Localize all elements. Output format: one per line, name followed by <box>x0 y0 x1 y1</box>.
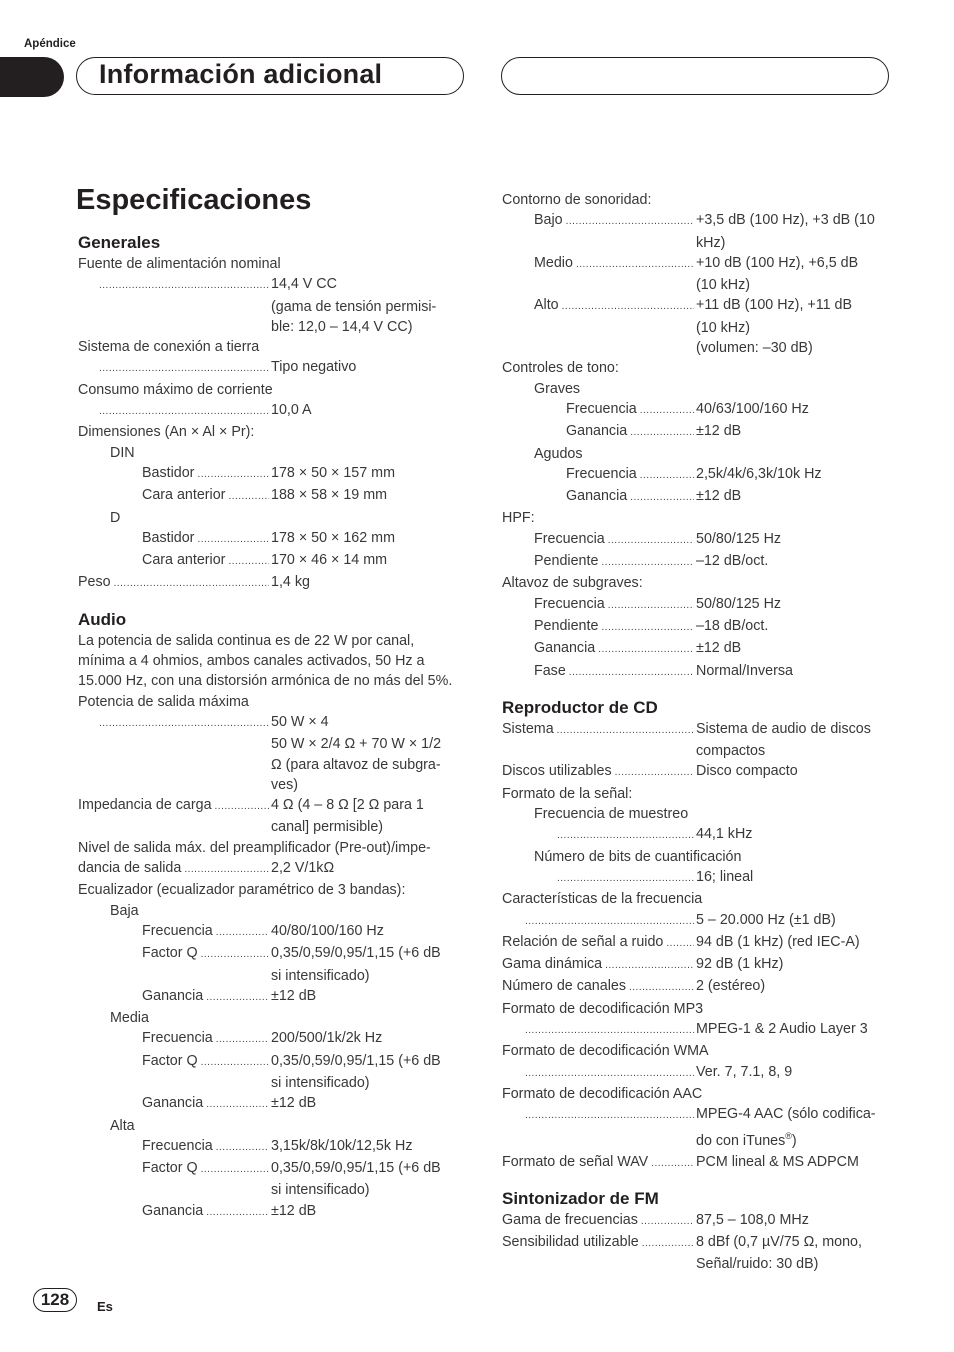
spec-row: Relación de señal a ruido ..... 94 dB (1 kHz) (red IEC-A) <box>502 932 890 954</box>
spec-sublabel: Graves <box>534 380 581 397</box>
spec-row: Factor Q ..... 0,35/0,59/0,95/1,15 (+6 dB <box>78 1051 463 1073</box>
spec-row: Ganancia ..... ±12 dB <box>78 986 463 1008</box>
spec-value: 50 W × 2/4 Ω + 70 W × 1/2 <box>271 736 442 753</box>
empty-header-frame <box>501 57 889 95</box>
spec-sublabel: Media <box>110 1010 149 1027</box>
spec-sublabel: Número de bits de cuantificación <box>534 848 742 865</box>
spec-value: 2,2 V/1kΩ <box>271 860 335 877</box>
spec-value: canal] permisible) <box>271 819 384 836</box>
spec-label: Consumo máximo de corriente <box>78 381 273 398</box>
spec-row: ..... 5 – 20.000 Hz (±1 dB) <box>502 910 890 932</box>
spec-row: Pendiente ..... –18 dB/oct. <box>502 616 890 638</box>
spec-value: ves) <box>271 776 299 793</box>
spec-row: Frecuencia ..... 2,5k/4k/6,3k/10k Hz <box>502 464 890 486</box>
breadcrumb: Apéndice <box>24 38 76 50</box>
spec-row: Factor Q ..... 0,35/0,59/0,95/1,15 (+6 dB <box>78 943 463 965</box>
spec-value: Ω (para altavoz de subgra- <box>271 756 441 773</box>
spec-sublabel: Agudos <box>534 445 583 462</box>
spec-row: Bastidor ..... 178 × 50 × 157 mm <box>78 463 463 485</box>
spec-row: Ganancia ..... ±12 dB <box>502 638 890 660</box>
spec-value: 10,0 A <box>271 402 312 419</box>
page-number: 128 <box>33 1288 77 1312</box>
spec-label: Sistema de conexión a tierra <box>78 339 260 356</box>
spec-label: Altavoz de subgraves: <box>502 575 643 592</box>
spec-row: Impedancia de carga ..... 4 Ω (4 – 8 Ω [2 Ω para 1 <box>78 795 463 817</box>
spec-row: Frecuencia ..... 40/80/100/160 Hz <box>78 921 463 943</box>
spec-row: Alto ..... +11 dB (100 Hz), +11 dB <box>502 295 890 317</box>
spec-label: Contorno de sonoridad: <box>502 192 652 208</box>
spec-label: Nivel de salida máx. del preamplificador (Pre-out)/impe- <box>78 839 431 856</box>
spec-label: Formato de decodificación WMA <box>502 1043 709 1060</box>
spec-row: Gama dinámica ..... 92 dB (1 kHz) <box>502 954 890 976</box>
right-column: Contorno de sonoridad: Bajo ..... +3,5 dB (100 Hz), +3 dB (10 kHz) Medio ..... +10 dB (100 Hz), +6,5 dB (10 kHz) Alto ..... +11 dB (100 Hz), +11 dB (10 kHz) (volumen: –30 dB) Controles de tono: Graves Frecuencia ..... 40/63/100/160 Hz Ganancia ..... ±12 dB Agudos Frecuencia ..... 2,5k/4k/6,3k/10k Hz Ganancia ..... ±12 dB HPF: Frecuencia ..... 50/80/125 Hz Pendiente ..... –12 dB/oct. Altavoz de subgraves: Frecuencia ..... 50/80/125 Hz Pendiente ..... –18 dB/oct. Ganancia ..... ±12 dB Fase ..... Normal/Inversa Reproductor de CD Sistema ..... Sistema de audio de discos compactos Discos utilizables ..... Disco compacto Formato de la señal: Frecuencia de muestreo ..... 44,1 kHz Número de bits de cuantificación ..... 16; lineal Características de la frecuencia ..... 5 – 20.000 Hz (±1 dB) Relación de señal a ruido ..... 94 dB (1 kHz) (red IEC-A) Gama dinámica ..... 92 dB (1 kHz) Número de canales ..... 2 (estéreo) Formato de decodificación MP3 ..... MPEG-1 & 2 Audio Layer 3 Formato de decodificación WMA ..... Ver. 7, 7.1, 8, 9 Formato de decodificación AAC ..... MPEG-4 AAC (sólo codifica- do con iTunes®) Formato de señal WAV ..... PCM lineal & MS ADPCM Sintonizador de FM Gama de frecuencias ..... 87,5 – 108,0 MHz Sensibilidad utilizable ..... 8 dBf (0,7 µV/75 Ω, mono, Señal/ruido: 30 dB) <box>502 190 890 1275</box>
section-tab-marker <box>0 57 64 97</box>
spec-row: ..... Ver. 7, 7.1, 8, 9 <box>502 1062 890 1084</box>
spec-value: 178 × 50 × 157 mm <box>271 464 395 481</box>
spec-value: (gama de tensión permisi- <box>271 298 437 315</box>
spec-row: Frecuencia ..... 50/80/125 Hz <box>502 529 890 551</box>
spec-row: Frecuencia ..... 3,15k/8k/10k/12,5k Hz <box>78 1136 463 1158</box>
spec-sublabel: D <box>110 509 121 526</box>
spec-row: Ganancia ..... ±12 dB <box>78 1201 463 1223</box>
spec-row: Sensibilidad utilizable ..... 8 dBf (0,7 µV/75 Ω, mono, <box>502 1232 890 1254</box>
spec-row: Formato de señal WAV ..... PCM lineal & MS ADPCM <box>502 1152 890 1174</box>
spec-row: Fase ..... Normal/Inversa <box>502 661 890 683</box>
spec-row: Frecuencia ..... 50/80/125 Hz <box>502 594 890 616</box>
spec-value: 178 × 50 × 162 mm <box>271 529 395 546</box>
audio-intro: La potencia de salida continua es de 22 W por canal, mínima a 4 ohmios, ambos canales activados, 50 Hz a 15.000 Hz, con una distorsión armónica de no más del 5%. <box>78 632 453 690</box>
spec-row <box>78 712 463 734</box>
spec-row <box>78 357 463 379</box>
spec-row: Sistema ..... Sistema de audio de discos <box>502 719 890 741</box>
spec-sublabel: Frecuencia de muestreo <box>534 806 689 823</box>
spec-label: Controles de tono: <box>502 360 619 377</box>
spec-row: Factor Q ..... 0,35/0,59/0,95/1,15 (+6 dB <box>78 1158 463 1180</box>
spec-row: Discos utilizables ..... Disco compacto <box>502 761 890 783</box>
spec-row: Frecuencia ..... 200/500/1k/2k Hz <box>78 1028 463 1050</box>
spec-value: 14,4 V CC <box>271 276 337 293</box>
language-code: Es <box>97 1299 113 1314</box>
spec-row: Medio ..... +10 dB (100 Hz), +6,5 dB <box>502 253 890 275</box>
spec-sublabel: DIN <box>110 444 135 461</box>
audio-heading: Audio <box>78 609 127 629</box>
spec-row: ..... MPEG-1 & 2 Audio Layer 3 <box>502 1019 890 1041</box>
spec-row: Pendiente ..... –12 dB/oct. <box>502 551 890 573</box>
spec-value: 50 W × 4 <box>271 713 329 730</box>
spec-value: 170 × 46 × 14 mm <box>271 552 388 569</box>
spec-value: Tipo negativo <box>271 359 357 376</box>
spec-label: Formato de decodificación MP3 <box>502 1000 704 1017</box>
spec-value: ble: 12,0 – 14,4 V CC) <box>271 318 413 335</box>
spec-sublabel: Baja <box>110 902 139 919</box>
section-title: Información adicional <box>99 59 383 89</box>
spec-row: Bajo ..... +3,5 dB (100 Hz), +3 dB (10 <box>502 210 890 232</box>
left-column: Generales Fuente de alimentación nominal ..... 14,4 V CC (gama de tensión permisi- ble: 12,0 – 14,4 V CC) Sistema de conexión a tierra ..... Tipo negativo Consumo máximo de corriente ..... 10,0 A Dimensiones (An × Al × Pr): DIN Bastidor ..... 178 × 50 × 157 mm Cara anterior ..... 188 × 58 × 19 mm D Bastidor ..... 178 × 50 × 162 mm Cara anterior ..... 170 × 46 × 14 mm Peso ..... 1,4 kg Audio La potencia de salida continua es de 22 W por canal, mínima a 4 ohmios, ambos canales activados, 50 Hz a 15.000 Hz, con una distorsión armónica de no más del 5%. Potencia de salida máxima ..... 50 W × 4 50 W × 2/4 Ω + 70 W × 1/2 Ω (para altavoz de subgra- ves) Impedancia de carga ..... 4 Ω (4 – 8 Ω [2 Ω para 1 canal] permisible) Nivel de salida máx. del preamplificador (Pre-out)/impe- dancia de salida ..... 2,2 V/1kΩ Ecualizador (ecualizador paramétrico de 3 bandas): Baja Frecuencia ..... 40/80/100/160 Hz Factor Q ..... 0,35/0,59/0,95/1,15 (+6 dB si intensificado) Ganancia ..... ±12 dB Media Frecuencia ..... 200/500/1k/2k Hz Factor Q ..... 0,35/0,59/0,95/1,15 (+6 dB si intensificado) Ganancia ..... ±12 dB Alta Frecuencia ..... 3,15k/8k/10k/12,5k Hz Factor Q ..... 0,35/0,59/0,95/1,15 (+6 dB si intensificado) Ganancia ..... ±12 dB <box>78 232 463 1223</box>
spec-row: Gama de frecuencias ..... 87,5 – 108,0 MHz <box>502 1210 890 1232</box>
spec-row: Ganancia ..... ±12 dB <box>502 421 890 443</box>
spec-label: Características de la frecuencia <box>502 891 703 908</box>
spec-row: dancia de salida ..... 2,2 V/1kΩ <box>78 858 463 880</box>
spec-value: 188 × 58 × 19 mm <box>271 487 388 504</box>
spec-label: HPF: <box>502 510 535 527</box>
spec-row: Frecuencia ..... 40/63/100/160 Hz <box>502 399 890 421</box>
spec-row <box>78 400 463 422</box>
spec-row: Cara anterior ..... 170 × 46 × 14 mm <box>78 550 463 572</box>
spec-row: ..... MPEG-4 AAC (sólo codifica- <box>502 1104 890 1126</box>
spec-label: Formato de decodificación AAC <box>502 1085 703 1102</box>
spec-label: Ecualizador (ecualizador paramétrico de 3 bandas): <box>78 882 406 899</box>
spec-row <box>78 274 463 296</box>
spec-row: Ganancia ..... ±12 dB <box>502 486 890 508</box>
spec-row: Bastidor ..... 178 × 50 × 162 mm <box>78 528 463 550</box>
spec-row: Ganancia ..... ±12 dB <box>78 1093 463 1115</box>
spec-row: Cara anterior ..... 188 × 58 × 19 mm <box>78 485 463 507</box>
fm-heading: Sintonizador de FM <box>502 1188 659 1208</box>
spec-label: Dimensiones (An × Al × Pr): <box>78 424 255 441</box>
spec-label: Fuente de alimentación nominal <box>78 256 281 272</box>
spec-label: Formato de la señal: <box>502 785 633 802</box>
spec-row: ..... 16; lineal <box>502 867 890 889</box>
page-title: Especificaciones <box>76 184 312 216</box>
cd-heading: Reproductor de CD <box>502 697 658 717</box>
spec-row: Peso ..... 1,4 kg <box>78 572 463 594</box>
spec-value: 4 Ω (4 – 8 Ω [2 Ω para 1 <box>271 797 424 814</box>
spec-row: ..... 44,1 kHz <box>502 824 890 846</box>
spec-label: Potencia de salida máxima <box>78 693 249 710</box>
spec-value: 1,4 kg <box>271 574 310 591</box>
spec-row: Número de canales ..... 2 (estéreo) <box>502 976 890 998</box>
generales-heading: Generales <box>78 233 161 252</box>
spec-sublabel: Alta <box>110 1117 135 1134</box>
